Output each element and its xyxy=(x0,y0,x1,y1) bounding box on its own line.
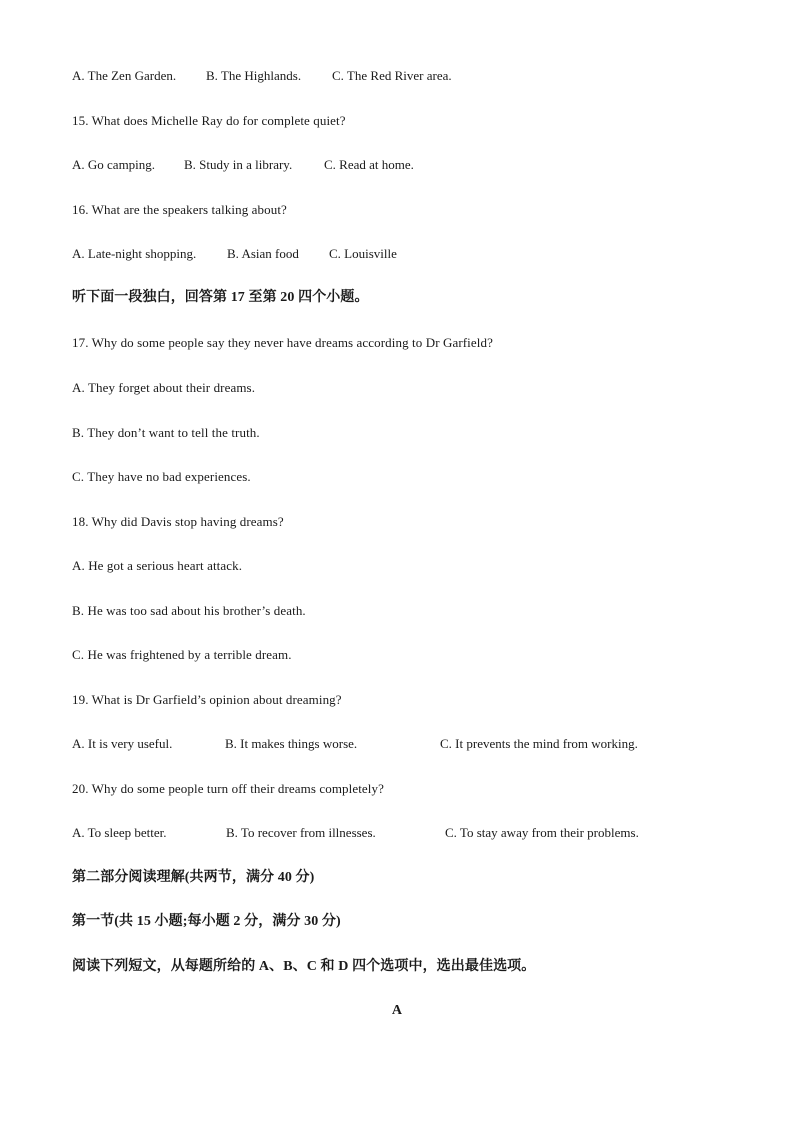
q17-option-a: A. They forget about their dreams. xyxy=(72,380,256,395)
q18-option-a: A. He got a serious heart attack. xyxy=(72,558,243,573)
q20-option-b: B. To recover from illnesses. xyxy=(226,825,376,840)
q15-option-a: A. Go camping. xyxy=(72,157,156,172)
q17-option-c: C. They have no bad experiences. xyxy=(72,469,251,484)
q19-question: 19. What is Dr Garfield’s opinion about dreaming? xyxy=(72,692,342,707)
q20-option-a: A. To sleep better. xyxy=(72,825,167,840)
q16-option-a: A. Late-night shopping. xyxy=(72,246,197,261)
reading-instructions: 阅读下列短文，从每题所给的 A、B、C 和 D 四个选项中，选出最佳选项。 xyxy=(72,959,536,974)
q14-option-b: B. The Highlands. xyxy=(206,68,302,83)
q20-question: 20. Why do some people turn off their dreams completely? xyxy=(72,781,384,796)
q16-option-c: C. Louisville xyxy=(329,246,397,261)
q18-question: 18. Why did Davis stop having dreams? xyxy=(72,514,284,529)
q17-question: 17. Why do some people say they never have dreams according to Dr Garfield? xyxy=(72,335,493,350)
q15-option-b: B. Study in a library. xyxy=(184,157,293,172)
passage-label: A xyxy=(391,1003,403,1018)
q20-option-c: C. To stay away from their problems. xyxy=(445,825,639,840)
q18-option-b: B. He was too sad about his brother’s death. xyxy=(72,603,306,618)
q16-option-b: B. Asian food xyxy=(227,246,299,261)
q15-option-c: C. Read at home. xyxy=(324,157,414,172)
q17-option-b: B. They don’t want to tell the truth. xyxy=(72,425,260,440)
section1-heading: 第一节(共 15 小题;每小题 2 分，满分 30 分) xyxy=(72,914,341,929)
monologue-section-heading: 听下面一段独白，回答第 17 至第 20 四个小题。 xyxy=(72,290,369,305)
q15-question: 15. What does Michelle Ray do for complete quiet? xyxy=(72,113,346,128)
q19-option-b: B. It makes things worse. xyxy=(225,736,358,751)
q19-option-c: C. It prevents the mind from working. xyxy=(440,736,638,751)
q14-option-c: C. The Red River area. xyxy=(332,68,452,83)
q14-option-a: A. The Zen Garden. xyxy=(72,68,177,83)
q16-question: 16. What are the speakers talking about? xyxy=(72,202,287,217)
part2-heading: 第二部分阅读理解(共两节，满分 40 分) xyxy=(72,870,315,885)
q18-option-c: C. He was frightened by a terrible dream. xyxy=(72,647,292,662)
q19-option-a: A. It is very useful. xyxy=(72,736,173,751)
